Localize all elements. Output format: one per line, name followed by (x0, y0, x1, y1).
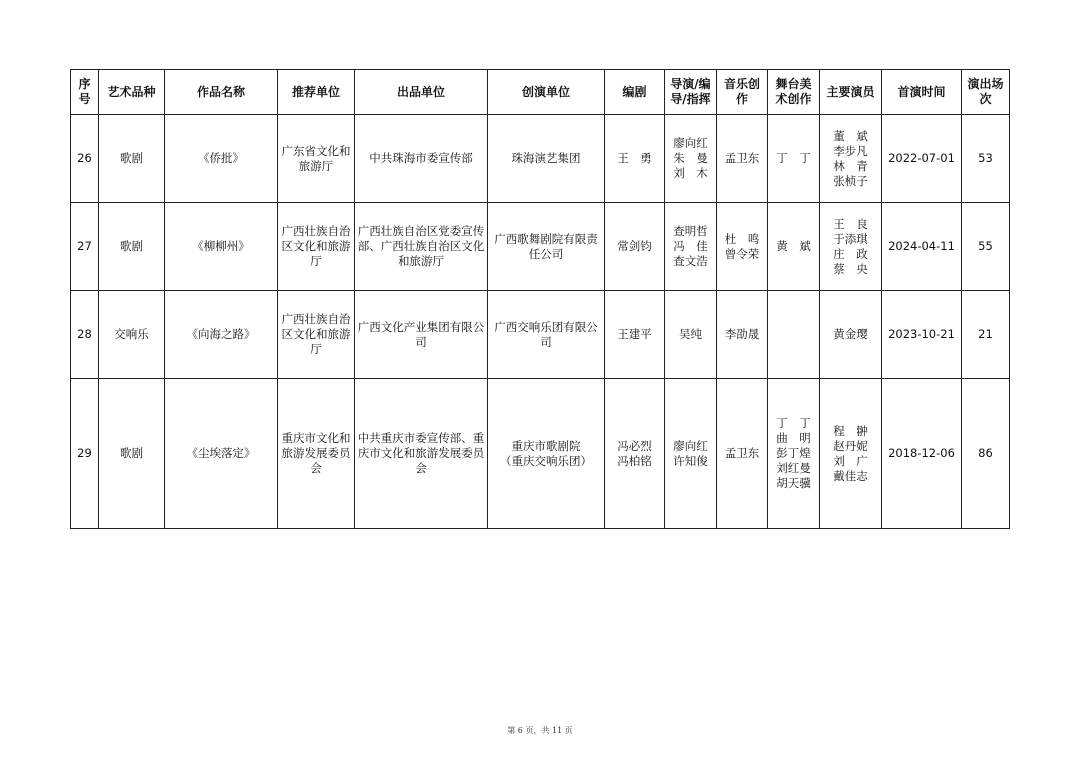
cell-no: 28 (71, 291, 99, 379)
table-header-row (71, 70, 1010, 115)
cell-shows: 21 (962, 291, 1010, 379)
header-cell-actors: 主要演员 (820, 70, 882, 115)
cell-writer: 常剑钧 (605, 203, 665, 291)
header-cell-recommender: 推荐单位 (278, 70, 355, 115)
header-cell-premiere: 首演时间 (882, 70, 962, 115)
cell-performer: 珠海演艺集团 (488, 115, 605, 203)
header-cell-title: 作品名称 (165, 70, 278, 115)
header-cell-performer: 创演单位 (488, 70, 605, 115)
cell-stage: 黄 斌 (768, 203, 820, 291)
table-row (71, 291, 1010, 379)
cell-no: 29 (71, 379, 99, 529)
cell-writer: 冯必烈 冯柏铭 (605, 379, 665, 529)
cell-director: 廖向红 许知俊 (665, 379, 717, 529)
table-row (71, 203, 1010, 291)
cell-actors: 王 良 于添琪 庄 政 蔡 央 (820, 203, 882, 291)
cell-director: 廖向红 朱 曼 刘 木 (665, 115, 717, 203)
cell-no: 27 (71, 203, 99, 291)
cell-actors: 程 翀 赵丹妮 刘 广 戴佳志 (820, 379, 882, 529)
cell-performer: 广西交响乐团有限公司 (488, 291, 605, 379)
cell-producer: 广西壮族自治区党委宣传部、广西壮族自治区文化和旅游厅 (355, 203, 488, 291)
cell-premiere: 2024-04-11 (882, 203, 962, 291)
cell-director: 吴纯 (665, 291, 717, 379)
cell-shows: 86 (962, 379, 1010, 529)
cell-music: 孟卫东 (717, 115, 768, 203)
header-cell-producer: 出品单位 (355, 70, 488, 115)
cell-producer: 中共珠海市委宣传部 (355, 115, 488, 203)
cell-genre: 歌剧 (99, 115, 165, 203)
cell-writer: 王 勇 (605, 115, 665, 203)
cell-premiere: 2022-07-01 (882, 115, 962, 203)
cell-director: 查明哲 冯 佳 查文浩 (665, 203, 717, 291)
table-row (71, 379, 1010, 529)
cell-music: 李劭晟 (717, 291, 768, 379)
cell-no: 26 (71, 115, 99, 203)
cell-recommender: 广西壮族自治区文化和旅游厅 (278, 291, 355, 379)
cell-actors: 黄金璎 (820, 291, 882, 379)
header-cell-no: 序号 (71, 70, 99, 115)
cell-actors: 董 斌 李步凡 林 青 张桢子 (820, 115, 882, 203)
header-cell-writer: 编剧 (605, 70, 665, 115)
cell-premiere: 2023-10-21 (882, 291, 962, 379)
cell-producer: 广西文化产业集团有限公司 (355, 291, 488, 379)
header-cell-genre: 艺术品种 (99, 70, 165, 115)
cell-title: 《向海之路》 (165, 291, 278, 379)
header-cell-director: 导演/编导/指挥 (665, 70, 717, 115)
cell-performer: 重庆市歌剧院 （重庆交响乐团） (488, 379, 605, 529)
cell-music: 孟卫东 (717, 379, 768, 529)
works-table (70, 69, 1010, 529)
cell-producer: 中共重庆市委宣传部、重庆市文化和旅游发展委员会 (355, 379, 488, 529)
cell-title: 《柳柳州》 (165, 203, 278, 291)
cell-writer: 王建平 (605, 291, 665, 379)
cell-stage: 丁 丁 (768, 115, 820, 203)
cell-title: 《侨批》 (165, 115, 278, 203)
page-footer: 第 6 页，共 11 页 (507, 726, 573, 735)
cell-title: 《尘埃落定》 (165, 379, 278, 529)
cell-recommender: 广西壮族自治区文化和旅游厅 (278, 203, 355, 291)
cell-recommender: 重庆市文化和旅游发展委员会 (278, 379, 355, 529)
table-row (71, 115, 1010, 203)
cell-music: 杜 鸣 曾令荣 (717, 203, 768, 291)
header-cell-music: 音乐创作 (717, 70, 768, 115)
header-cell-stage: 舞台美术创作 (768, 70, 820, 115)
cell-stage (768, 291, 820, 379)
cell-performer: 广西歌舞剧院有限责任公司 (488, 203, 605, 291)
cell-shows: 55 (962, 203, 1010, 291)
cell-stage: 丁 丁 曲 明 彭丁煌 刘红曼 胡天骥 (768, 379, 820, 529)
cell-shows: 53 (962, 115, 1010, 203)
cell-genre: 歌剧 (99, 379, 165, 529)
cell-premiere: 2018-12-06 (882, 379, 962, 529)
cell-recommender: 广东省文化和旅游厅 (278, 115, 355, 203)
cell-genre: 交响乐 (99, 291, 165, 379)
cell-genre: 歌剧 (99, 203, 165, 291)
header-cell-shows: 演出场次 (962, 70, 1010, 115)
